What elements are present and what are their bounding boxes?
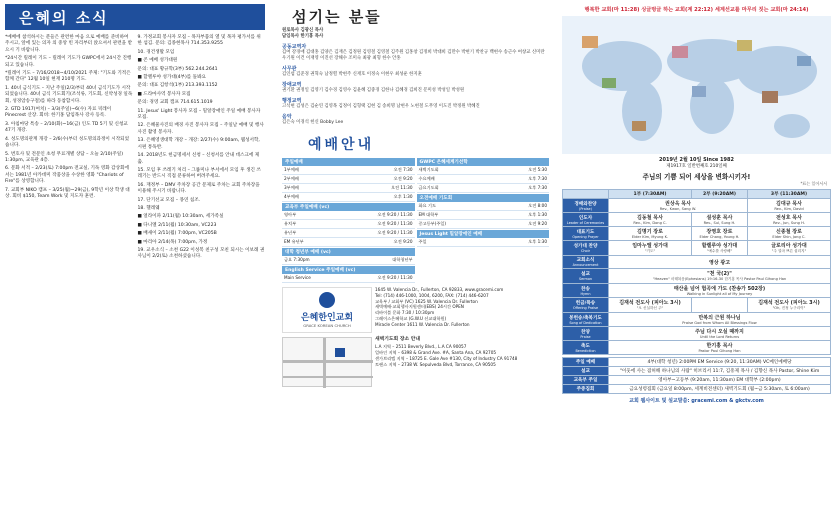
order-of-worship-panel <box>558 0 835 507</box>
news-banner <box>5 4 265 30</box>
order-label <box>563 199 609 213</box>
schedule-time: 오전 9:20 / 11:30 <box>377 221 413 226</box>
order-cell <box>609 213 692 227</box>
staff-section-heading: 공동교역자 <box>282 44 307 50</box>
prayer-locations-heading: 새벽기도회 장소 안내 <box>375 337 421 342</box>
order-row <box>563 241 831 256</box>
news-item: ■ 콘 예배 성가대원 <box>137 58 178 64</box>
schedule-row <box>282 184 415 193</box>
order-cell-main: 전성호 목사 <box>776 215 802 221</box>
news-item: ■ 다니엘 2/11(월) 10:30am, VC223 <box>137 222 217 228</box>
order-cell-sub: Elder Shin, Jong C. <box>772 235 806 239</box>
schedule-row <box>282 256 415 265</box>
order-cell <box>609 313 831 327</box>
schedule-name: 금요기도회 <box>418 185 439 190</box>
order-label-ko: 설교 <box>581 272 590 277</box>
news-item: 2. GTD 1917(여치) – 3/3(주일)~6(수) 자료 픽레이 Pinecrest 산장. 회비: 한기홍 담임목사 강사 등록. <box>5 107 112 119</box>
news-item: 16. 재정부 – DMV 주차장 공간 문제로 주차는 교회 주차장을 이용해 주시기 바랍니다. <box>137 182 260 195</box>
address-line: 새벽예배·교회행사지원센터(EBS) 24시간 OPEN <box>375 304 464 310</box>
other-services-table <box>562 357 831 394</box>
staff-section-names: 김은숙 이경석 헌신 Bobby Lee <box>282 120 344 125</box>
order-cell-sub: Until the Lord Returns <box>699 335 740 339</box>
staff-section-heading: 사무관 <box>282 66 297 72</box>
extra-text: 금요성령집회 (금요일 8:00pm, 세계비전센터) 새벽기도회 (월~금 5:30am, 토 6:00am) <box>609 385 831 394</box>
location-area <box>282 337 549 387</box>
schedule-row <box>417 184 550 193</box>
news-column-2 <box>138 35 266 263</box>
order-row <box>563 269 831 284</box>
schedule-time: 오전 9:20 <box>528 221 547 226</box>
order-cell <box>747 199 830 213</box>
staff-section-names: 김여 강경애 김대홍 김양은 김재은 김정원 김영철 김영철 김주원 김홍창 김정희 박대희 김만수 박현기 박찬규 백현수 송근수 여창교 신미란 우기원 이건 이재영 이진선 장해수 조미숙 최광 최형 한수 안홍 <box>282 50 545 61</box>
staff-section-names: 권기환 권정일 김영기 김수경 김영수 김윤혜 김중경 김한나 김혜경 김희진 문미성 박성일 박성원 <box>282 88 465 93</box>
address-line: 그레이스은혜학교 (G.W.U 선교대학원) <box>375 315 447 321</box>
order-cell-sub: "Heaven" 마태복음(Ephesians) 19:16-30 한기홍 목사 Pastor Paul Gihong Han <box>652 277 787 281</box>
schedule-time: 오전 9:20 <box>393 239 413 244</box>
schedule-time: 오후 7:30 <box>528 185 547 190</box>
order-label-en: (Praise) <box>579 206 592 211</box>
schedule-time: 오전 7:30 <box>393 167 413 172</box>
news-item: *24시간 릴레이 기도 – 릴레이 기도가 GWPC에서 24시간 진행되고 있습니다. <box>5 56 132 68</box>
order-label-ko: 찬송 <box>581 286 590 292</box>
order-label-en: Opening Prayer <box>572 234 599 239</box>
news-item: *릴레이 기도 – 7/16/2018~4/10/2021 주제: "기도와 기적은 함께 간다" 12월 10일 현재 210명 기도. <box>5 71 131 83</box>
order-cell <box>609 284 831 298</box>
order-cell-main: 김대규 목사 <box>776 201 802 207</box>
order-cell-main: 만복의 근원 하나님 <box>698 315 741 321</box>
order-cell-main: 장영호 장로 <box>706 229 733 235</box>
map-road-horizontal <box>283 360 373 363</box>
senior-pastor: 담임목사 한기홍 목사 <box>282 34 324 39</box>
schedule-row <box>282 193 415 202</box>
order-cell-main: 한기홍 목사 <box>706 343 733 349</box>
order-label <box>563 256 609 269</box>
schedule-row <box>417 211 550 220</box>
address-line: 교육부 / 교회부 (VC) 1625 W. Valencia Dr. Fullerton <box>375 298 478 304</box>
schedule-name: 영아부 <box>284 212 297 217</box>
order-of-worship-table <box>562 189 831 355</box>
extra-row <box>563 358 831 367</box>
order-label-en: Choir <box>581 249 590 253</box>
schedule-name: 새벽기도회 <box>418 167 439 172</box>
order-label <box>563 341 609 355</box>
news-item: 10. 경건생활 모임 <box>137 49 175 55</box>
prayer-locations <box>375 337 549 387</box>
schedule-row <box>282 166 415 175</box>
order-cell <box>692 241 748 256</box>
service-header-row <box>563 190 831 199</box>
news-item: 7. 교회부 NIKO 캠프 – 3/25(월)~29(금), 9학년 이상 학생 대상. 회비 $150, Team Work 및 지도자 훈련. <box>5 187 130 199</box>
news-item: 19. 교우소식 – 소천 G22 이성복 친구성 모친 되시는 이보례 권사님이 2/2(토) 소천하셨습니다. <box>137 247 265 260</box>
order-cell-main: 태산을 넘어 험곡에 가도 (찬송가 502장) <box>673 286 766 292</box>
order-label-ko: 찬양 <box>581 329 590 335</box>
schedule-time: 오전 11:30 <box>391 185 413 190</box>
schedule-row <box>417 202 550 211</box>
order-cell <box>609 269 831 284</box>
schedule-name: 3부예배 <box>284 185 299 190</box>
schedule-row <box>282 220 415 229</box>
schedule-time: 오전 9:20 / 11:30 <box>377 230 413 235</box>
schedule-name: 화요 기도 <box>418 203 437 208</box>
news-item: 문의: 대표 김항석(1부) 213.393.1152 <box>137 83 218 89</box>
schedule-time: 오전 5:30 <box>528 167 547 172</box>
order-row <box>563 213 831 227</box>
extra-row <box>563 367 831 376</box>
order-label-en: Offering Praise <box>572 306 599 310</box>
extra-label: 설교 <box>563 367 609 376</box>
map-church-marker-icon <box>335 348 345 357</box>
schedule-heading: 교육부 주일예배 (vc) <box>282 203 415 211</box>
order-cell-sub: "주 얼마 쁘른 섭리지" <box>771 249 807 253</box>
order-label-en: Benediction <box>575 348 596 353</box>
address-line: 리바이블 문화 7:30 / 10:30pm <box>375 310 435 316</box>
schedule-name: 금요 7:30pm <box>284 257 310 262</box>
schedule-time: 오후 1:30 <box>393 194 413 199</box>
news-item: 12. 은혜물사진의 배경 사진 봉사자 모집 – 주일날 예배 및 행사 사진 촬영 봉사자. <box>137 123 264 135</box>
prayer-location: 얼바인 지역 – 6398 & Grand Ave. #A, Santa Ana, CA 92705 <box>375 350 497 355</box>
order-label-ko: 헌금/특송 <box>575 301 596 306</box>
order-cell <box>692 227 748 241</box>
schedule-heading: Jesus Light 밀알장애인 예배 <box>417 230 550 238</box>
staff-sections <box>282 43 549 126</box>
extra-row <box>563 385 831 394</box>
extra-text: "이웃에 사는 겸허해 하나님의 사람" 히브리서 11:7, 김흥제 목사 / 김향신 목사 Pastor, Shine Kim <box>609 367 831 376</box>
order-row <box>563 227 831 241</box>
schedule-time: 오전 8:00 <box>528 203 547 208</box>
prayer-location: 토랜스 지역 – 2738 W. Sepulveda Blvd, Torrance, CA 90505 <box>375 362 496 367</box>
order-cell <box>609 341 831 355</box>
church-slogan: 행복한 교회(마 11:28) 싱글벙글 하는 교회(계 22:12) 세계선교를 마무리 짓는 교회(마 24:14) <box>584 7 809 13</box>
order-cell <box>747 213 830 227</box>
news-item: 15. 모임 후 쓰레기 처리 – 그룹미나 부서에서 모임 후 생긴 쓰레기는 반드시 직접 분류하여 버려주세요. <box>137 167 261 180</box>
order-cell-main: 주님 다시 오실 때까지 <box>695 329 744 335</box>
schedule-row <box>417 238 550 247</box>
schedule-name: 수요예배 <box>418 176 435 181</box>
schedule-time: 오전 9:20 <box>393 176 413 181</box>
news-item: 5. 번호사 및 전문인 초청 무료개별 상담 – 오늘 2/10(주일) 1:30pm, 교육관 4층. <box>5 151 124 163</box>
order-cell-sub: "기도" <box>644 249 656 253</box>
order-label-ko: 대표기도 <box>576 229 595 235</box>
schedule-right <box>417 157 550 283</box>
address-line: Miracle Center 1611 W. Valencia Dr. Fullerton <box>375 321 470 327</box>
extra-label: 주일 예배 <box>563 358 609 367</box>
church-info <box>282 287 549 333</box>
map-road-vertical <box>323 338 326 388</box>
order-cell-sub: "예수를 사랑해" <box>706 249 733 253</box>
news-columns <box>5 35 265 263</box>
worship-schedule <box>282 157 549 283</box>
order-label-en: Leader of Ceremonies <box>566 220 605 225</box>
order-cell <box>609 256 831 269</box>
world-map-icon <box>562 16 831 154</box>
order-cell-sub: Rev., Kim, Dong C. <box>633 221 667 225</box>
news-item: ■ 마리아 2/14(목) 7:00pm, 가정 <box>137 239 208 245</box>
schedule-name: 유년부 <box>284 230 297 235</box>
order-row <box>563 341 831 355</box>
news-item: 18. 헬레웨 <box>137 205 160 211</box>
order-cell <box>609 298 692 313</box>
prayer-location: 샌가브리엘 지역 – 18725 E. Gale Ave #130, City of Industry CA 91748 <box>375 356 518 361</box>
news-item: 9. 가정교회 봉사자 모집 – 목자부품의 열 및 목자 평가서를 위한 섬김. 문의: 김종현목사 714.353.9255 <box>137 35 261 47</box>
bulletin-date: 2019년 2월 10일 Since 1982 <box>659 157 734 163</box>
schedule-time: 대학청년부 <box>392 257 413 262</box>
schedule-row <box>282 229 415 238</box>
schedule-row <box>417 166 550 175</box>
order-row <box>563 313 831 327</box>
order-label <box>563 269 609 284</box>
order-cell-main: 김재석 전도사 (피아노 3시) <box>758 300 820 306</box>
schedule-name: 중고등부(주일) <box>418 221 447 226</box>
order-cell-sub: Walking in Sunlight all of My Journey <box>686 292 753 296</box>
order-cell-sub: "오 신실하신 주" <box>636 306 664 310</box>
order-cell-main: 김동철 목사 <box>637 215 663 221</box>
schedule-row <box>282 211 415 220</box>
order-label-ko: 봉헌송/축복기도 <box>569 315 602 321</box>
news-panel <box>0 0 270 507</box>
address-line: Tel: (714) 446-1000, 1004, 6200, FAX: (714) 446-6207 <box>375 292 489 298</box>
schedule-name: EM 유년부 <box>284 239 304 244</box>
extra-row <box>563 376 831 385</box>
schedule-time: 오전 9:20 / 11:30 <box>377 275 413 280</box>
service-time-header: 2부 (9:20AM) <box>692 190 748 199</box>
location-map <box>282 337 372 387</box>
order-label-ko: 축도 <box>581 343 590 349</box>
service-header-blank <box>563 190 609 199</box>
worship-guide-title: 예배안내 <box>308 137 375 153</box>
order-cell-main: 신종철 장로 <box>776 229 802 235</box>
order-label-en: Hymn <box>580 291 591 296</box>
order-cell <box>609 227 692 241</box>
order-cell-sub: Pastor Paul Gihong Han <box>698 349 741 353</box>
address-line: 1645 W. Valencia Dr., Fullerton, CA 92833, www.gracemi.com <box>375 287 504 292</box>
news-item: 3. 아침마당 특송 – 2/10(화)~16(금) 인도 TD 5기 및 신청교 47기 개강. <box>5 121 128 134</box>
order-row <box>563 284 831 298</box>
staff-section-names: 고석현 김성은 김순연 김영목 김정이 김형택 김현 김 송희명 남현우 노현철 도무영 이도진 박정원 박혜진 <box>282 104 480 109</box>
prayer-location-list <box>375 344 549 368</box>
order-label-ko: 인도자 <box>578 215 593 221</box>
schedule-heading: GWPC 은혜세계기선학 <box>417 158 550 166</box>
order-label-en: Song of Dedication <box>569 320 602 325</box>
order-cell <box>747 241 830 256</box>
order-label <box>563 241 609 256</box>
pastor-list <box>282 28 549 40</box>
schedule-row <box>282 175 415 184</box>
news-banner-title: 은혜의 소식 <box>19 8 109 27</box>
order-label-en: Announcement <box>572 263 599 267</box>
church-address <box>375 287 549 333</box>
service-time-header: 3부 (11:30AM) <box>747 190 830 199</box>
order-cell <box>747 298 830 313</box>
schedule-heading: 대학 청년부 예배 (vc) <box>282 248 415 256</box>
senior-pastor-emeritus: 원로목사 김광신 목사 <box>282 28 324 33</box>
news-item: ■ 얼라이파 2/11(월) 10:30am, 세가족실 <box>137 214 224 220</box>
news-item: ■ 배새이 2/11(월) 7:00pm, VC205B <box>137 231 217 237</box>
news-item: 14. 2018년도 헌금명세서 신청 – 신청서를 안내 데스크에 제출. <box>137 153 260 165</box>
order-cell-sub: Rev., Sul, Sung H. <box>703 221 736 225</box>
order-cell-sub: Rev., Kim, David <box>774 207 804 211</box>
news-item: 6. 문화 서적 – 2/23(토) 7:00pm 전교실, 기독 영화 감상회에서는 1981년 아카데미 작품상을 수상한 영화 "Chariots of Fire"를 상영합니다. <box>5 166 129 185</box>
news-item: 문의: 경영 교회 캠프 714.615.1019 <box>137 100 213 106</box>
order-cell-main: 할렐루야 성가대 <box>701 243 738 249</box>
service-time-header: 1부 (7:30AM) <box>609 190 692 199</box>
order-row <box>563 298 831 313</box>
news-item: 문의: 대표 황규학(3부) 562.244.2641 <box>137 66 218 72</box>
news-item: 13. 은혜영생대학 개강 – 개강: 2/27(수) 9:00am, 웹성서학, 시편 통독반. <box>137 138 260 150</box>
order-cell <box>609 199 748 213</box>
order-cell-main: 김명기 장로 <box>637 229 663 235</box>
order-label-en: Praise <box>580 334 591 339</box>
website-footer: 교회 웹사이트 및 설교말씀: gracemi.com & gkctv.com <box>629 398 764 404</box>
world-map-image <box>562 16 831 154</box>
order-label-ko: 경배와찬양 <box>574 201 597 207</box>
schedule-time: 오전 9:20 / 11:30 <box>377 212 413 217</box>
order-cell-sub: Praise God from Whom All Blessings Flow <box>682 321 757 325</box>
map-road-horizontal-2 <box>283 376 373 378</box>
church-logo <box>282 287 372 333</box>
standing-note: *표는 일어서서 <box>800 181 827 186</box>
order-cell <box>609 241 692 256</box>
order-label <box>563 313 609 327</box>
order-cell <box>747 227 830 241</box>
order-cell-main: 설성훈 목사 <box>706 215 733 221</box>
order-label-ko: 성가대 찬양 <box>573 244 598 249</box>
schedule-name: 2부예배 <box>284 176 299 181</box>
staff-section-names: 김인섭 김준경 권혁숙 남정렬 박현주 신재호 이정숙 이현우 최성운 한지훈 <box>282 72 422 77</box>
order-cell <box>692 298 748 313</box>
order-label <box>563 213 609 227</box>
news-item: ■ 드라마사역 봉사자 모집 <box>137 91 191 97</box>
order-cell-sub: Rev., Kwon, Sang W. <box>659 207 697 211</box>
schedule-time: 오후 1:30 <box>528 212 547 217</box>
order-row <box>563 256 831 269</box>
schedule-row <box>282 274 415 283</box>
staff-section-heading: 행정교역 <box>282 98 302 104</box>
servants-panel <box>278 0 553 507</box>
order-label <box>563 284 609 298</box>
schedule-heading: English Service 주일예배 (vc) <box>282 266 415 274</box>
news-item: 17. 단기선교 모집 – 몽연 침조. <box>137 197 201 203</box>
order-cell <box>692 213 748 227</box>
yearly-theme: 주님의 기쁨 되어 세상을 변화시키자! <box>642 173 751 181</box>
news-item: 4. 성도명의관계 개강 – 2/6(수)부터 성도명의과정이 시작되었습니다. <box>5 136 130 149</box>
news-item: 1. 40녀 금식기도 – 지난 주일(2/3)부터 40녀 금식기도가 시작되었습니다. 40녀 금식 기도회기(조석류, 기도회, 신약성경 일독회, 성경암송구절)를 따라 동참합시다. <box>5 85 133 104</box>
extra-label: 교육부 주일 <box>563 376 609 385</box>
order-row <box>563 327 831 341</box>
order-cell-main: 김재석 전도사 (피아노 3시) <box>619 300 681 306</box>
order-cell-main: "천 국(2)" <box>707 271 732 277</box>
schedule-time: 오후 7:30 <box>528 176 547 181</box>
staff-section-heading: 음악 <box>282 114 292 120</box>
schedule-name: 유치부 <box>284 221 297 226</box>
order-cell-sub: "Oh, 진정 누구리이" <box>772 306 806 310</box>
schedule-time: 오후 1:30 <box>528 239 547 244</box>
news-column-1 <box>5 35 133 263</box>
schedule-name: 4부예배 <box>284 194 299 199</box>
schedule-row <box>282 238 415 247</box>
schedule-heading: 오전예배 기도회 <box>417 194 550 202</box>
schedule-name: 1부예배 <box>284 167 299 172</box>
news-item: ■ 할렐루야 성가대(4부)를 돌봐요 <box>137 75 206 81</box>
church-logo-subtitle: GRACE KOREAN CHURCH <box>303 323 351 328</box>
extra-text: 영아부~고등부 (9:20am, 11:30am) EM 대학부 (2:00pm) <box>609 376 831 385</box>
schedule-row <box>417 175 550 184</box>
bulletin-volume: 제1917호 일반번째호 210일째 <box>666 164 727 169</box>
order-cell-sub: Rev., Jun, Sung H. <box>773 221 805 225</box>
order-label-en: Sermon <box>578 277 593 281</box>
church-logo-icon <box>319 292 335 308</box>
order-cell-main: 영상 광고 <box>708 259 731 266</box>
schedule-row <box>417 220 550 229</box>
order-cell-sub: Elder Chang, Young H. <box>699 235 740 239</box>
schedule-name: EM 대학부 <box>418 212 439 217</box>
order-label <box>563 298 609 313</box>
order-label <box>563 227 609 241</box>
schedule-name: Main Service <box>284 275 311 280</box>
servants-title: 섬기는 분들 <box>292 7 382 26</box>
order-label <box>563 327 609 341</box>
staff-section-heading: 장애교역 <box>282 82 302 88</box>
schedule-heading: 주일예배 <box>282 158 415 166</box>
order-cell-main: 임마누엘 성가대 <box>632 243 668 249</box>
order-cell-sub: Elder Kim, Myung K. <box>631 235 669 239</box>
order-row <box>563 199 831 213</box>
news-item: 11. Jesus' Light 봉사자 모집 – 밀알장애인 주일 예배 봉사자 모집. <box>137 108 261 121</box>
schedule-left <box>282 157 415 283</box>
schedule-name: 주일 <box>418 239 427 244</box>
news-item: *예배에 참석하시는 분들은 관련한 마음 으로 예배를 준비하여 주시고, 앞에 있는 의자 의 중앙 빈 자리부터 앉으셔서 관련을 받으시 기 바랍니다. <box>5 35 133 53</box>
prayer-location: L.A 지역 – 2511 Beverly Blvd., L.A CA 90057 <box>375 344 467 349</box>
order-cell-main: 권상옥 목사 <box>665 201 691 207</box>
extra-text: 4부(대학 청년) 2:00PM EM Service (9:20, 11:30AM) VC메인예배당 <box>609 358 831 367</box>
extra-label: 주중집회 <box>563 385 609 394</box>
order-cell <box>609 327 831 341</box>
order-cell-main: 글로리아 성가대 <box>771 243 807 249</box>
order-label-ko: 교회소식 <box>576 258 595 263</box>
church-logo-name: 은혜한인교회 <box>300 313 354 323</box>
